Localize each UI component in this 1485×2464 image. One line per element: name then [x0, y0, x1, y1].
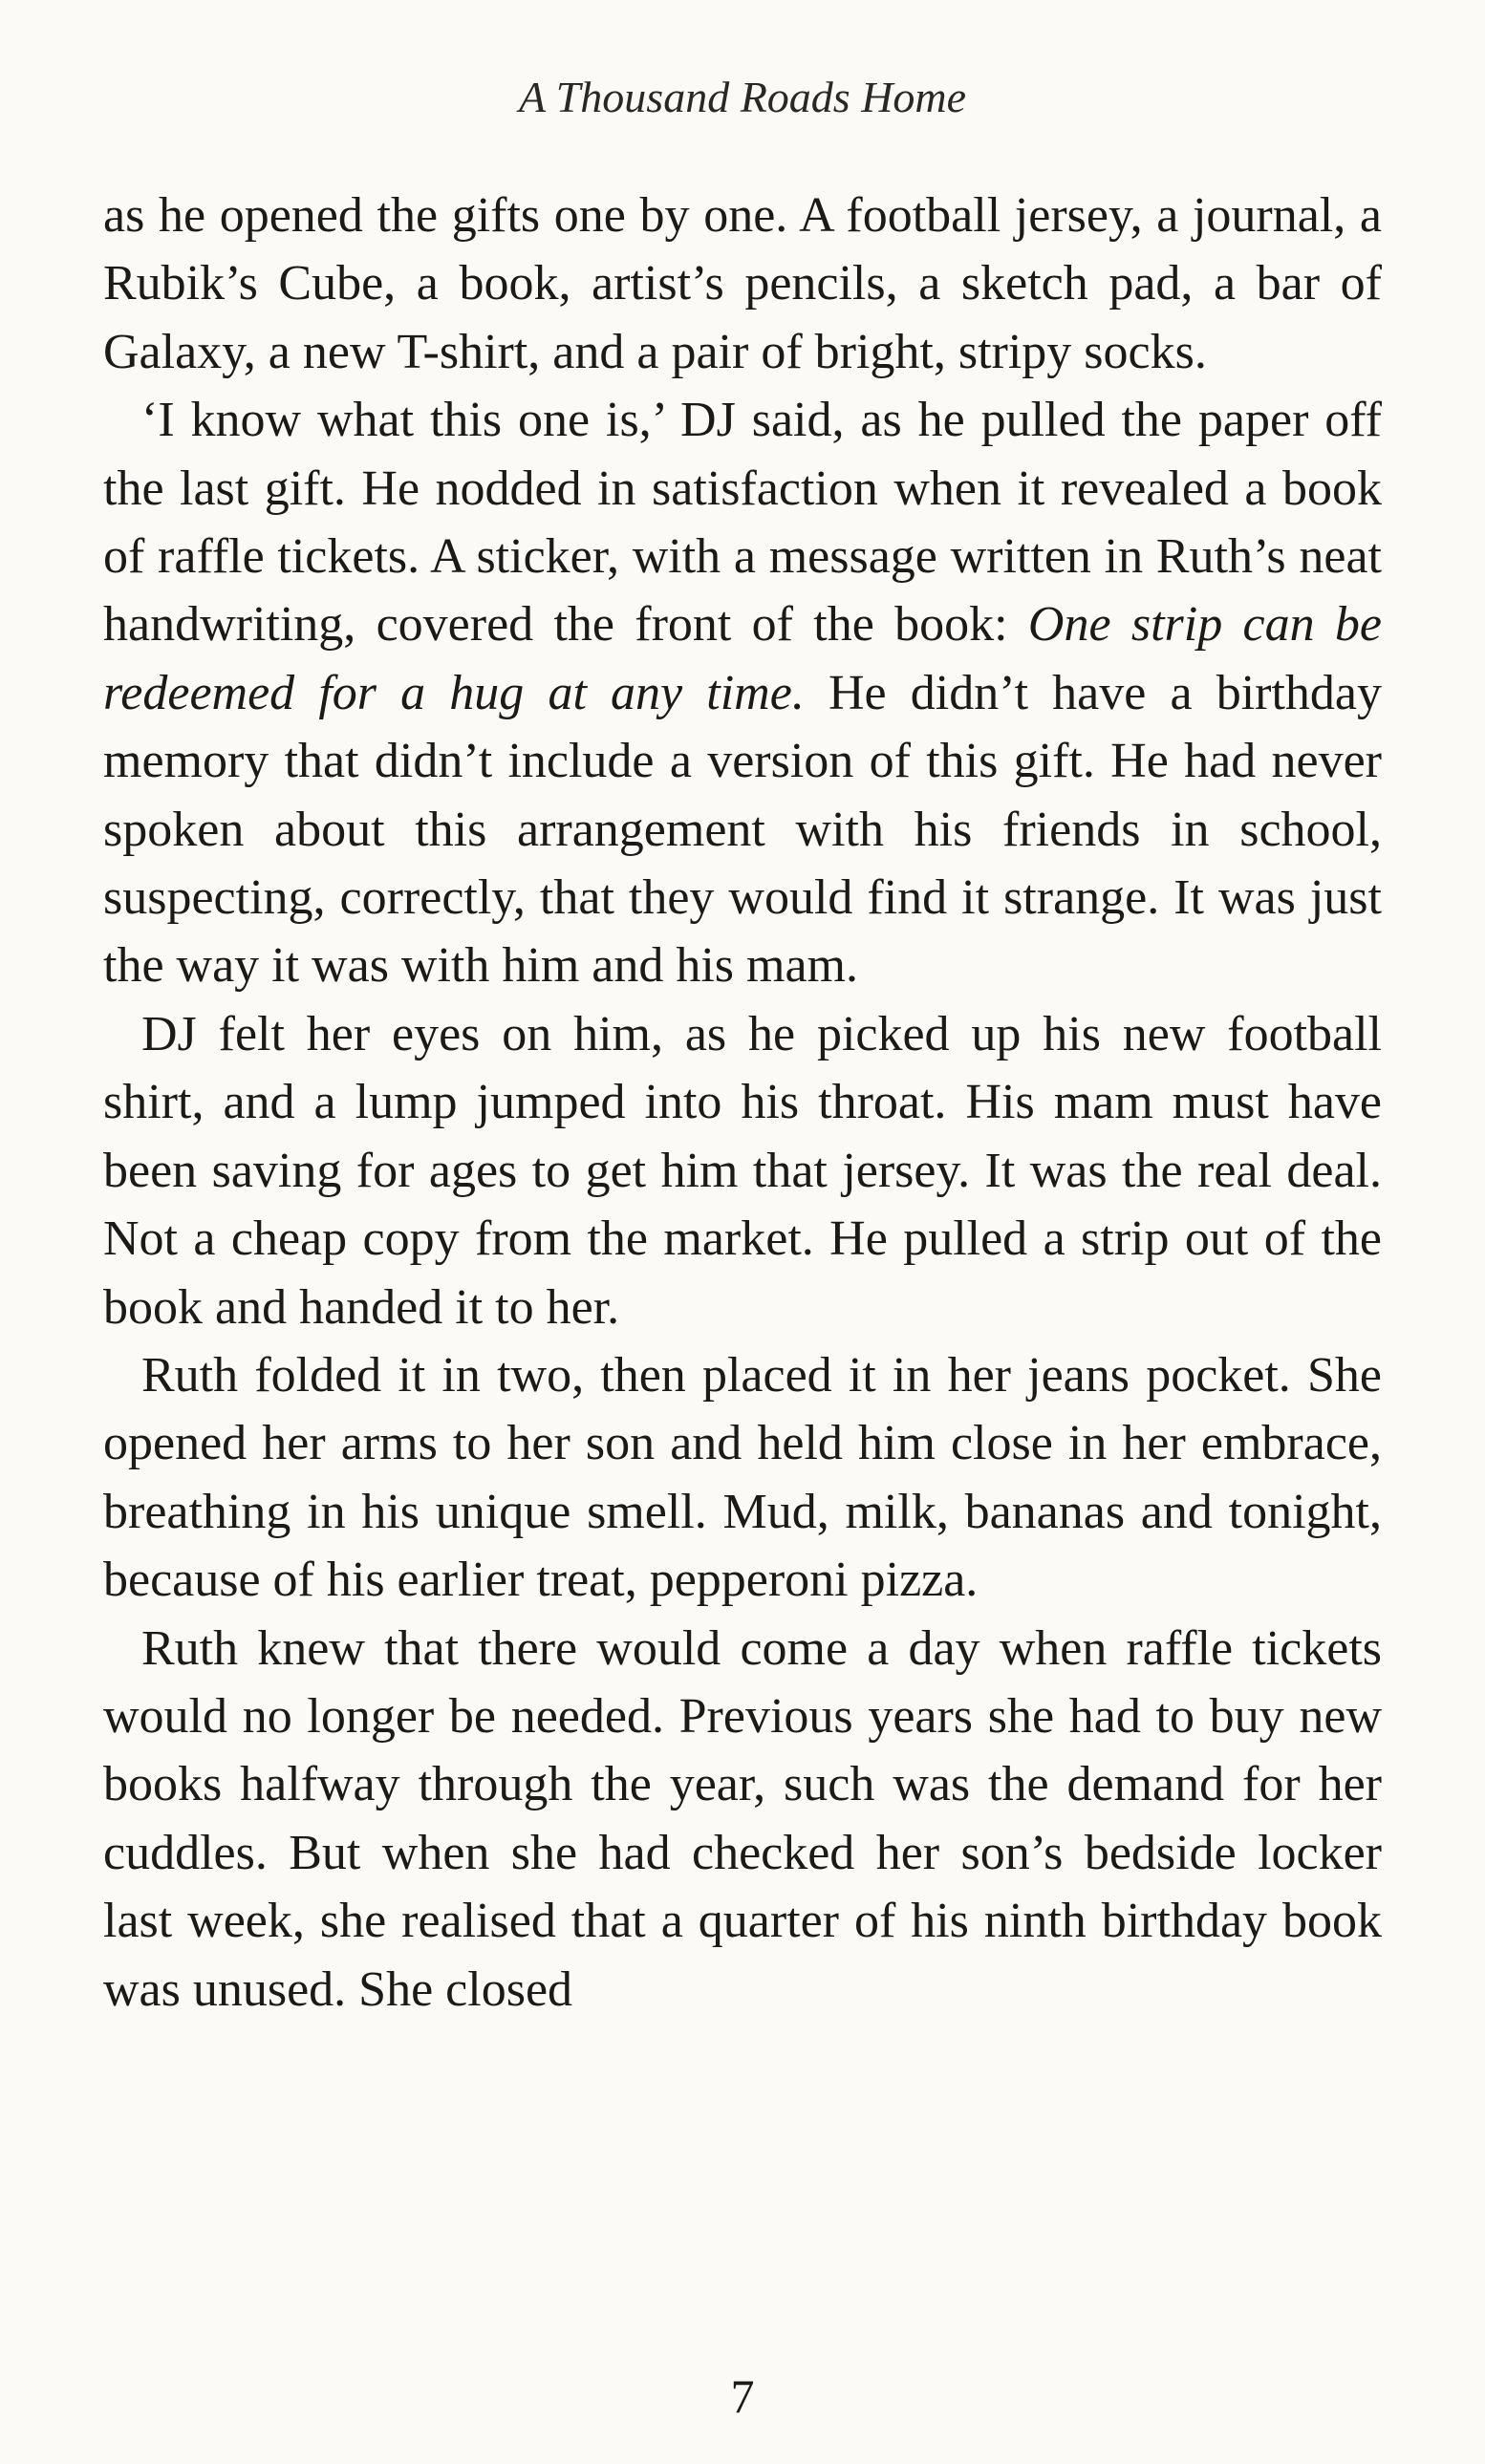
- page-number: 7: [730, 2369, 755, 2423]
- paragraph-raffle-tickets-part-2: He didn’t have a birthday memory that didn’t include a version of this gift. He had never spoken about this arrangement with his friends in school, suspecting, correctly, that they would find it strange. It was just the way it was with him and his mam.: [103, 665, 1383, 994]
- paragraph-raffle-tickets-part-1: ‘I know what this one is,’ DJ said, as he pulled the paper off the last gift. He nodded in satisfaction when it revealed a book of raffle tickets. A sticker, with a message written in Ruth’s neat handwriting, covered the front of the book:: [103, 393, 1382, 653]
- sticker-message-italic: One strip can be redeemed for a hug at any time.: [103, 597, 1382, 720]
- paragraph-ruth-knew: Ruth knew that there would come a day when raffle tickets would no longer be needed. Previous years she had to buy new books halfway through the year, such was the demand for her cuddles. But when she had checked her son’s bedside locker last week, she realised that a quarter of his ninth birthday book was unused. She closed: [103, 1620, 1382, 2017]
- paragraph-gifts: as he opened the gifts one by one. A football jersey, a journal, a Rubik’s Cube, a book, artist’s pencils, a sketch pad, a bar of Galaxy, a new T-shirt, and a pair of bright, stripy socks.: [103, 188, 1382, 379]
- paragraph-embrace: Ruth folded it in two, then placed it in her jeans pocket. She opened her arms to her son and held him close in her embrace, breathing in his unique smell. Mud, milk, bananas and tonight, because of his earlier treat, pepperoni pizza.: [103, 1347, 1382, 1608]
- running-header-title: A Thousand Roads Home: [518, 73, 967, 121]
- body-text: [103, 182, 1382, 2024]
- paragraph-football-shirt: DJ felt her eyes on him, as he picked up his new football shirt, and a lump jumped into his throat. His mam must have been saving for ages to get him that jersey. It was the real deal. Not a cheap copy from the market. He pulled a strip out of the book and handed it to her.: [103, 1006, 1382, 1335]
- paragraph-raffle-tickets: [103, 386, 1382, 1000]
